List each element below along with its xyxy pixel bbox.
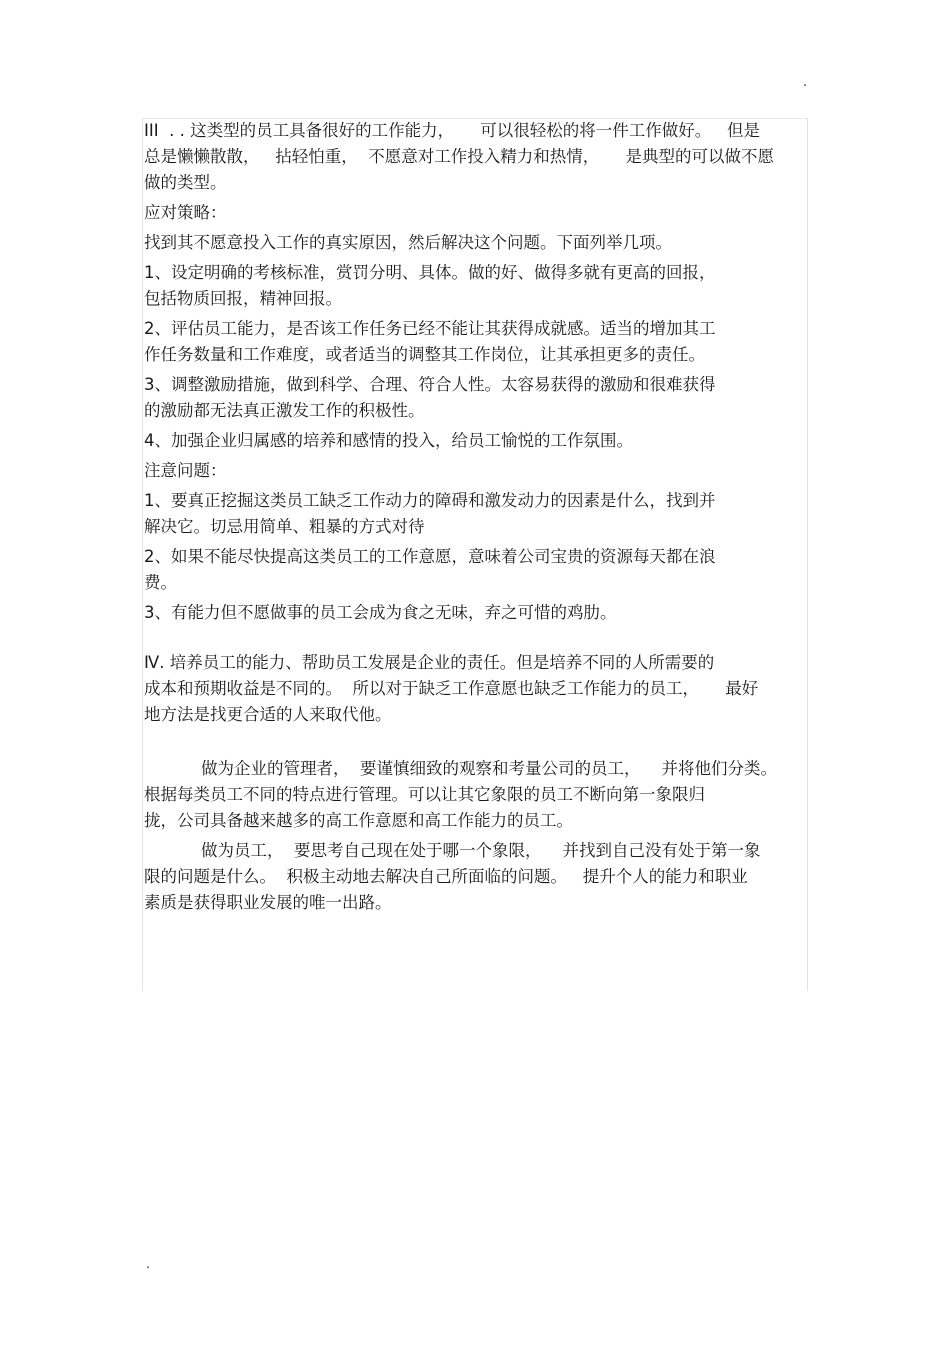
strategy-item-3-cont: 的激励都无法真正激发工作的积极性。 [144, 401, 425, 420]
section4-line: Ⅳ. 培养员工的能力、帮助员工发展是企业的责任。但是培养不同的人所需要的 [144, 653, 715, 672]
notes-heading: 注意问题： [144, 461, 227, 480]
conclusion-para2-line: 限的问题是什么。 积极主动地去解决自己所面临的问题。 提升个人的能力和职业 [144, 867, 748, 886]
strategy-item-1: 1、设定明确的考核标准，赏罚分明、具体。做的好、做得多就有更高的回报， [144, 263, 716, 282]
document-body [144, 118, 808, 916]
note-item-2: 2、如果不能尽快提高这类员工的工作意愿，意味着公司宝贵的资源每天都在浪 [144, 547, 716, 566]
section3-line: 做的类型。 [144, 173, 227, 192]
strategy-item-4: 4、加强企业归属感的培养和感情的投入，给员工愉悦的工作氛围。 [144, 431, 633, 450]
strategy-item-3: 3、调整激励措施，做到科学、合理、符合人性。太容易获得的激励和很难获得 [144, 375, 716, 394]
section3-line: 总是懒懒散散， 拈轻怕重， 不愿意对工作投入精力和热情， 是典型的可以做不愿 [144, 147, 774, 166]
section4-line: 成本和预期收益是不同的。 所以对于缺乏工作意愿也缺乏工作能力的员工， 最好 [144, 679, 759, 698]
strategy-heading: 应对策略： [144, 203, 227, 222]
strategy-item-1-cont: 包括物质回报，精神回报。 [144, 289, 342, 308]
section3-line: III . . 这类型的员工具备很好的工作能力， 可以很轻松的将一件工作做好。 但是 [144, 121, 761, 140]
strategy-intro: 找到其不愿意投入工作的真实原因，然后解决这个问题。下面列举几项。 [144, 233, 672, 252]
conclusion-para2-line: 做为员工， 要思考自己现在处于哪一个象限， 并找到自己没有处于第一象 [201, 841, 761, 860]
note-item-2-cont: 费。 [144, 573, 177, 592]
page-footer-mark: . [146, 1257, 151, 1272]
conclusion-para1-line: 拢，公司具备越来越多的高工作意愿和高工作能力的员工。 [144, 811, 573, 830]
strategy-item-2-cont: 作任务数量和工作难度，或者适当的调整其工作岗位，让其承担更多的责任。 [144, 345, 705, 364]
note-item-1-cont: 解决它。切忌用简单、粗暴的方式对待 [144, 517, 425, 536]
conclusion-para1-line: 根据每类员工不同的特点进行管理。可以让其它象限的员工不断向第一象限归 [144, 785, 705, 804]
conclusion-para2-line: 素质是获得职业发展的唯一出路。 [144, 893, 392, 912]
section4-line: 地方法是找更合适的人来取代他。 [144, 705, 392, 724]
page-corner-mark: . [803, 75, 808, 90]
note-item-1: 1、要真正挖掘这类员工缺乏工作动力的障碍和激发动力的因素是什么，找到并 [144, 491, 716, 510]
conclusion-para1-line: 做为企业的管理者， 要谨慎细致的观察和考量公司的员工， 并将他们分类。 [201, 759, 777, 778]
strategy-item-2: 2、评估员工能力，是否该工作任务已经不能让其获得成就感。适当的增加其工 [144, 319, 716, 338]
note-item-3: 3、有能力但不愿做事的员工会成为食之无味，弃之可惜的鸡肋。 [144, 603, 617, 622]
